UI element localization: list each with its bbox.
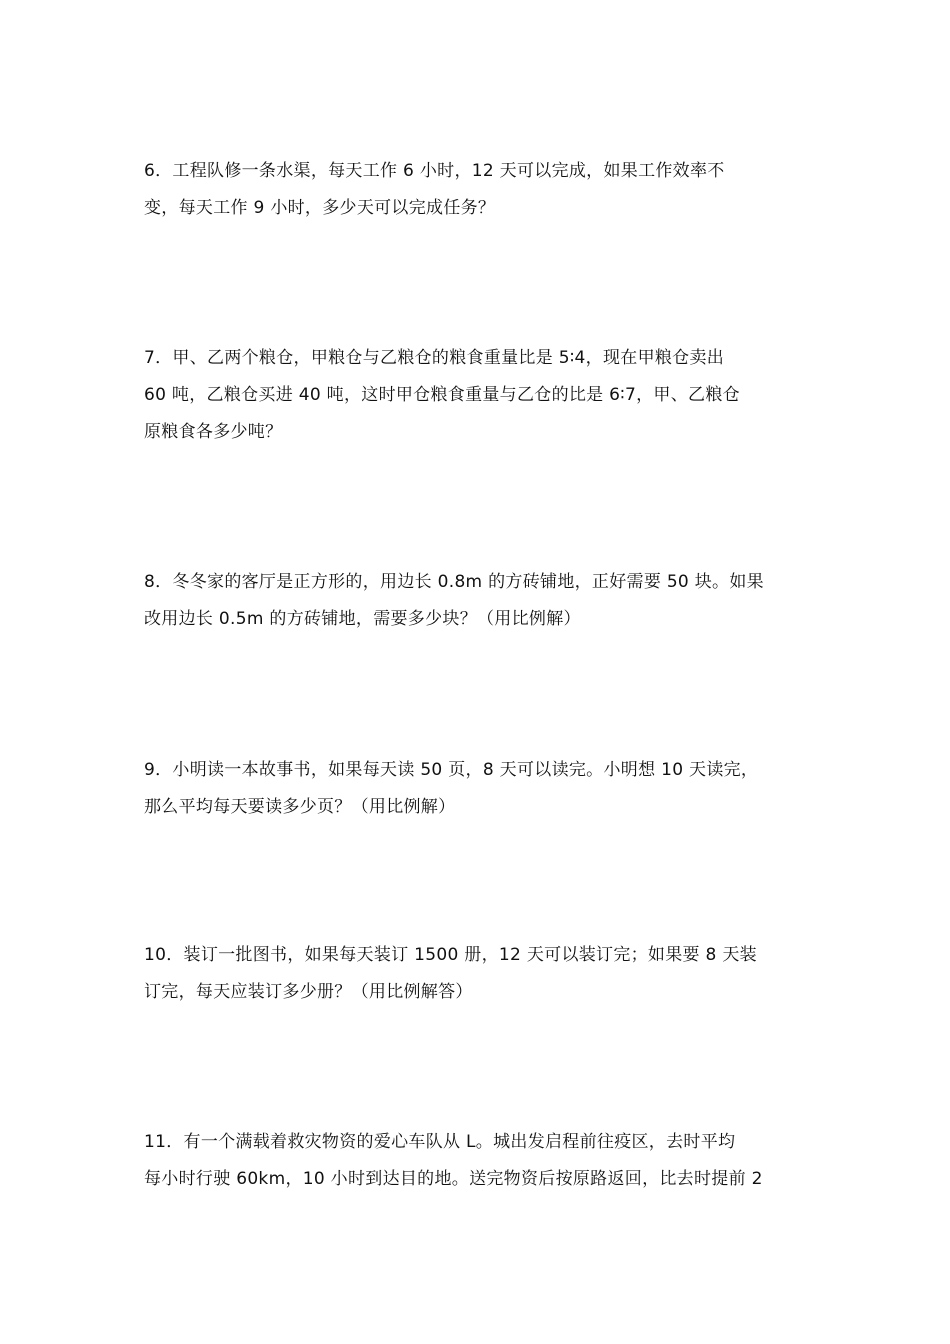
problem-text-line: 那么平均每天要读多少页？（用比例解） <box>144 797 456 817</box>
problem-7 <box>144 340 814 451</box>
problem-text-line: 每小时行驶 60km，10 小时到达目的地。送完物资后按原路返回，比去时提前 2 <box>144 1169 763 1189</box>
problem-text-line: 60 吨，乙粮仓买进 40 吨，这时甲仓粮食重量与乙仓的比是 6∶7，甲、乙粮仓 <box>144 385 740 405</box>
problem-text-line: 8．冬冬家的客厅是正方形的，用边长 0.8m 的方砖铺地，正好需要 50 块。如果 <box>144 572 764 592</box>
problem-text-line: 订完，每天应装订多少册？（用比例解答） <box>144 982 473 1002</box>
problem-11 <box>144 1124 814 1198</box>
problem-text-line: 10．装订一批图书，如果每天装订 1500 册，12 天可以装订完；如果要 8 天装 <box>144 945 757 965</box>
problem-text-line: 变，每天工作 9 小时，多少天可以完成任务？ <box>144 198 496 218</box>
problem-6 <box>144 153 814 227</box>
problem-10 <box>144 937 814 1011</box>
problem-text-line: 6．工程队修一条水渠，每天工作 6 小时，12 天可以完成，如果工作效率不 <box>144 161 725 181</box>
problem-text-line: 原粮食各多少吨？ <box>144 422 283 442</box>
problem-text-line: 11．有一个满载着救灾物资的爱心车队从 L。城出发启程前往疫区，去时平均 <box>144 1132 736 1152</box>
problem-text-line: 改用边长 0.5m 的方砖铺地，需要多少块？（用比例解） <box>144 609 581 629</box>
problem-9 <box>144 752 814 826</box>
problem-text-line: 7．甲、乙两个粮仓，甲粮仓与乙粮仓的粮食重量比是 5∶4，现在甲粮仓卖出 <box>144 348 725 368</box>
problem-8 <box>144 564 814 638</box>
problem-text-line: 9．小明读一本故事书，如果每天读 50 页，8 天可以读完。小明想 10 天读完， <box>144 760 759 780</box>
